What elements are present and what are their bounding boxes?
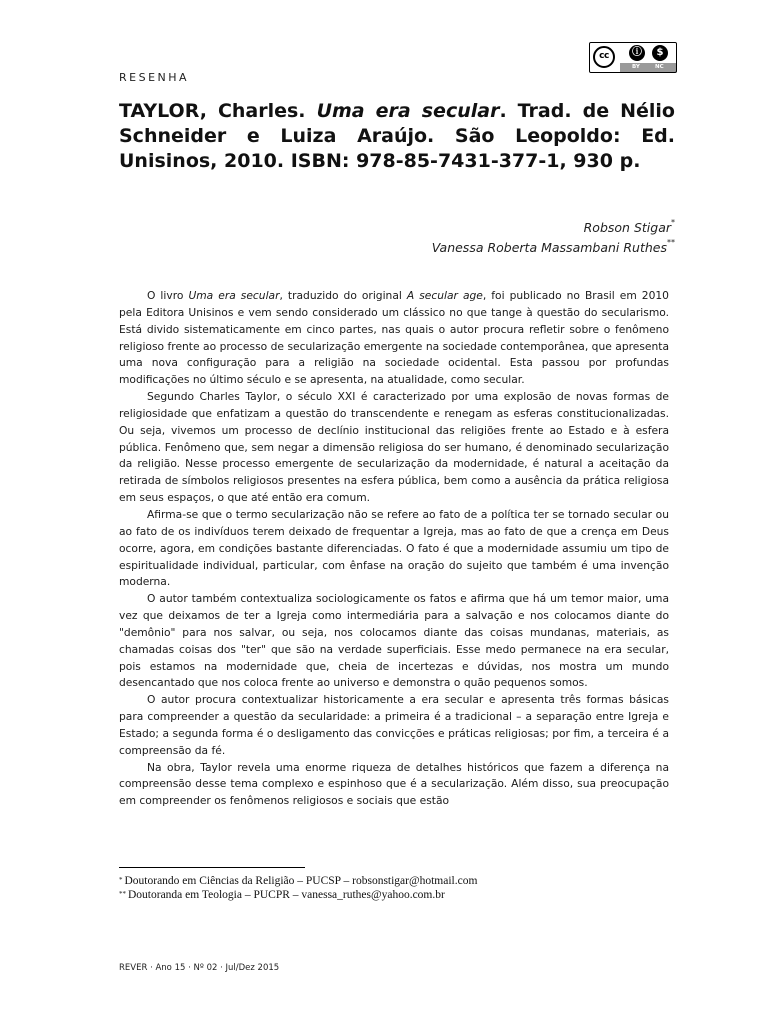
citation-book-title: Uma era secular xyxy=(316,100,500,122)
citation-author: TAYLOR, Charles. xyxy=(119,100,317,122)
author-name: Robson Stigar* xyxy=(583,218,675,235)
paragraph: Afirma-se que o termo secularização não se refere ao fato de a política ter se tornado secular ou ao fato de os indivíduos terem deixado de frequentar a Igreja, mas ao fato de que a crença em Deus ocorre, agora, em condições bastante diferenciadas. O fato é que a modernidade assumiu um tipo de espiritualidade individual, particular, com ênfase na oração do sujeito que também é uma invenção moderna. xyxy=(119,507,669,589)
cc-license-badge[interactable] xyxy=(589,42,677,73)
license-nc-label: NC xyxy=(655,64,664,70)
journal-footer: REVER · Ano 15 · Nº 02 · Jul/Dez 2015 xyxy=(119,963,280,973)
footnote: * Doutorando em Ciências da Religião – PUCSP – robsonstigar@hotmail.com xyxy=(119,875,478,887)
footnotes xyxy=(119,874,477,902)
citation-details: . Trad. de Nélio Schneider e Luiza Araújo. São Leopoldo: Ed. Unisinos, 2010. ISBN: 978-85-7431-377-1, 930 p. xyxy=(119,100,675,172)
footnote-marker[interactable]: * xyxy=(671,218,675,227)
review-body xyxy=(119,288,669,810)
citation-title xyxy=(119,99,675,174)
footnote-divider xyxy=(119,867,305,868)
footnote: ** Doutoranda em Teologia – PUCPR – vanessa_ruthes@yahoo.com.br xyxy=(119,889,445,901)
attribution-icon: ⓘ xyxy=(629,45,645,61)
paragraph: Na obra, Taylor revela uma enorme riqueza de detalhes históricos que fazem a diferença na compreensão desse tema complexo e espinhoso que é a secularização. Além disso, sua preocupação em compreender os fenômenos religiosos e sociais que estão xyxy=(119,760,669,808)
creative-commons-logo: cc xyxy=(593,46,615,68)
license-by-label: BY xyxy=(632,64,640,70)
section-label: RESENHA xyxy=(119,71,190,84)
footnote-marker[interactable]: ** xyxy=(667,238,675,247)
paragraph: O livro Uma era secular, traduzido do original A secular age, foi publicado no Brasil em 2010 pela Editora Unisinos e vem sendo considerado um clássico no que tange à questão do secularismo. Está divido sistematicamente em cinco partes, nas quais o autor procura refletir sobre o fenômeno religioso frente ao processo de secularização emergente na sociedade contemporânea, que apresenta uma nova configuração para a religião na sociedade ocidental. Esta passou por profundas modificações no último século e se apresenta, na atualidade, como secular. xyxy=(119,289,669,387)
paragraph: Segundo Charles Taylor, o século XXI é caracterizado por uma explosão de novas formas de religiosidade que enfatizam a questão do transcendente e renegam as esferas constitucionalizadas. Ou seja, vivemos um processo de declínio institucional das religiões frente ao Estado e à esfera pública. Fenômeno que, sem negar a dimensão religiosa do ser humano, é denominado secularização da religião. Nesse processo emergente de secularização da modernidade, é natural a aceitação da retirada de símbolos religiosos presentes na esfera pública, bem como a ausência da prática religiosa em seus espaços, o que até então era comum. xyxy=(119,390,669,505)
paragraph: O autor também contextualiza sociologicamente os fatos e afirma que há um temor maior, uma vez que deixamos de ter a Igreja como intermediária para a salvação e nos colocamos diante do "demônio" para nos salvar, ou seja, nos colocamos diante das coisas mundanas, materiais, as chamadas coisas dos "ter" que são na verdade superficiais. Esse medo permanece na era secular, pois estamos na modernidade que, cheia de incertezas e dúvidas, nos mostra um mundo desencantado que nos coloca frente ao universo e demonstra o quão pequenos somos. xyxy=(119,592,669,690)
author-name: Vanessa Roberta Massambani Ruthes** xyxy=(431,238,675,255)
paragraph: O autor procura contextualizar historicamente a era secular e apresenta três formas básicas para compreender a questão da secularidade: a primeira é a tradicional – a separação entre Igreja e Estado; a segunda forma é o desligamento das convicções e práticas religiosas; por fim, a terceira é a compreensão da fé. xyxy=(119,693,669,757)
noncommercial-icon: $ xyxy=(652,45,668,61)
